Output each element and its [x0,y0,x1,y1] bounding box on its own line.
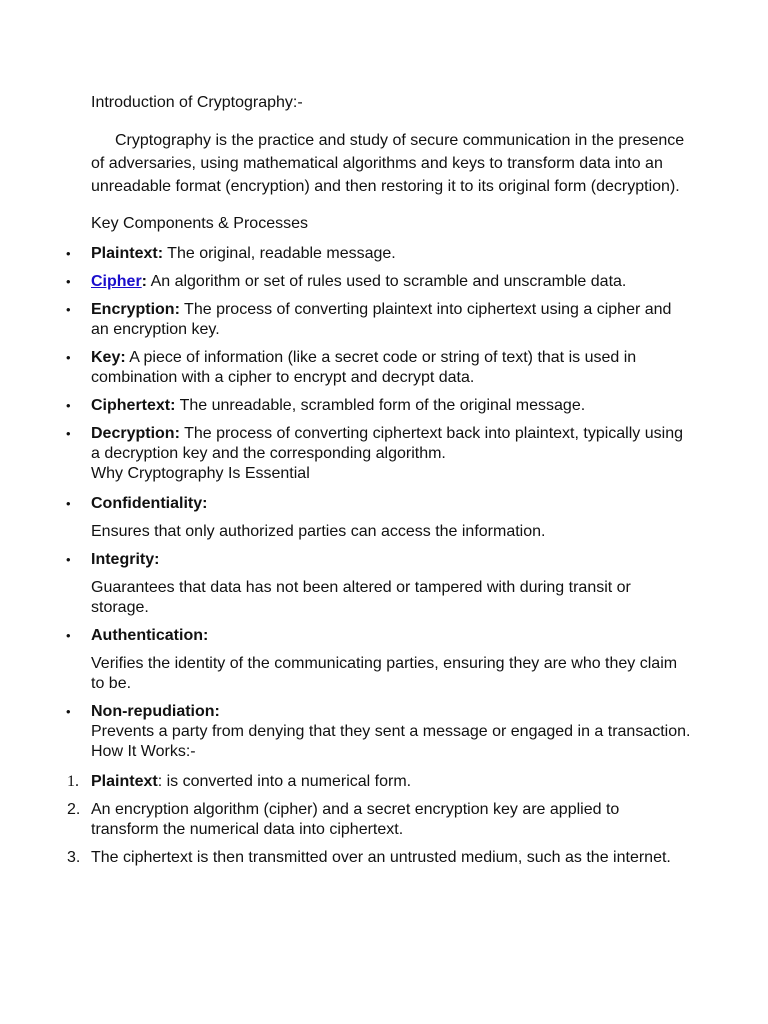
desc-key: A piece of information (like a secret code or string of text) that is used in combination with a cipher to encrypt and decrypt data. [91,349,637,386]
key-components-list [66,244,691,484]
term-key: Key: [91,349,126,366]
term-encryption: Encryption: [91,301,180,318]
bullet-icon: • [66,398,71,413]
list-item-integrity [66,550,691,618]
desc-cipher: An algorithm or set of rules used to scramble and unscramble data. [147,273,627,290]
list-item-authentication [66,626,691,694]
how-it-works-list [67,772,691,868]
step-number: 1. [67,773,79,790]
list-item-non-repudiation [66,702,691,762]
cipher-link[interactable]: Cipher [91,273,142,290]
list-item-decryption [66,424,691,484]
why-heading: Why Cryptography Is Essential [91,465,310,482]
desc-plaintext: The original, readable message. [163,245,396,262]
bullet-icon: • [66,552,71,567]
intro-paragraph: Cryptography is the practice and study of secure communication in the presence of adversaries, using mathematical algorithms and keys to transform data into an unreadable format (encryption) and then restoring it to its original form (decryption). [91,132,685,195]
step-number: 3. [67,849,81,866]
bullet-icon: • [66,426,71,441]
bullet-icon: • [66,274,71,289]
term-integrity: Integrity: [91,551,160,568]
step-number: 2. [67,801,81,818]
bullet-icon: • [66,350,71,365]
list-item-key [66,348,691,388]
document-content [66,93,691,876]
list-item-encryption [66,300,691,340]
term-confidentiality: Confidentiality: [91,495,208,512]
list-item-confidentiality [66,494,691,542]
desc-step-2: An encryption algorithm (cipher) and a secret encryption key are applied to transform the numerical data into ciphertext. [91,801,620,838]
desc-confidentiality: Ensures that only authorized parties can access the information. [91,523,546,540]
desc-decryption: The process of converting ciphertext back into plaintext, typically using a decryption key and the corresponding algorithm. [91,425,683,462]
list-item-plaintext [66,244,691,264]
list-item-step-2 [67,800,691,840]
why-list [66,494,691,762]
list-item-ciphertext [66,396,691,416]
key-components-heading: Key Components & Processes [91,215,308,232]
desc-step-1: : is converted into a numerical form. [157,773,412,790]
term-decryption: Decryption: [91,425,180,442]
desc-non-repudiation: Prevents a party from denying that they sent a message or engaged in a transaction. [91,723,691,740]
list-item-step-3 [67,848,691,868]
desc-integrity: Guarantees that data has not been altered or tampered with during transit or storage. [91,579,631,616]
bullet-icon: • [66,628,71,643]
desc-ciphertext: The unreadable, scrambled form of the original message. [175,397,586,414]
term-cipher-colon: : [141,273,147,290]
bullet-icon: • [66,246,71,261]
desc-encryption: The process of converting plaintext into ciphertext using a cipher and an encryption key. [91,301,672,338]
list-item-step-1 [67,772,691,792]
document-title: Introduction of Cryptography:- [91,94,303,111]
term-authentication: Authentication: [91,627,209,644]
bullet-icon: • [66,496,71,511]
desc-step-3: The ciphertext is then transmitted over an untrusted medium, such as the internet. [91,849,671,866]
term-plaintext: Plaintext: [91,245,164,262]
bullet-icon: • [66,302,71,317]
term-step-1: Plaintext [91,773,158,790]
bullet-icon: • [66,704,71,719]
term-non-repudiation: Non-repudiation: [91,703,220,720]
term-ciphertext: Ciphertext: [91,397,176,414]
how-heading: How It Works:- [91,743,196,760]
desc-authentication: Verifies the identity of the communicating parties, ensuring they are who they claim to be. [91,655,678,692]
list-item-cipher [66,272,691,292]
